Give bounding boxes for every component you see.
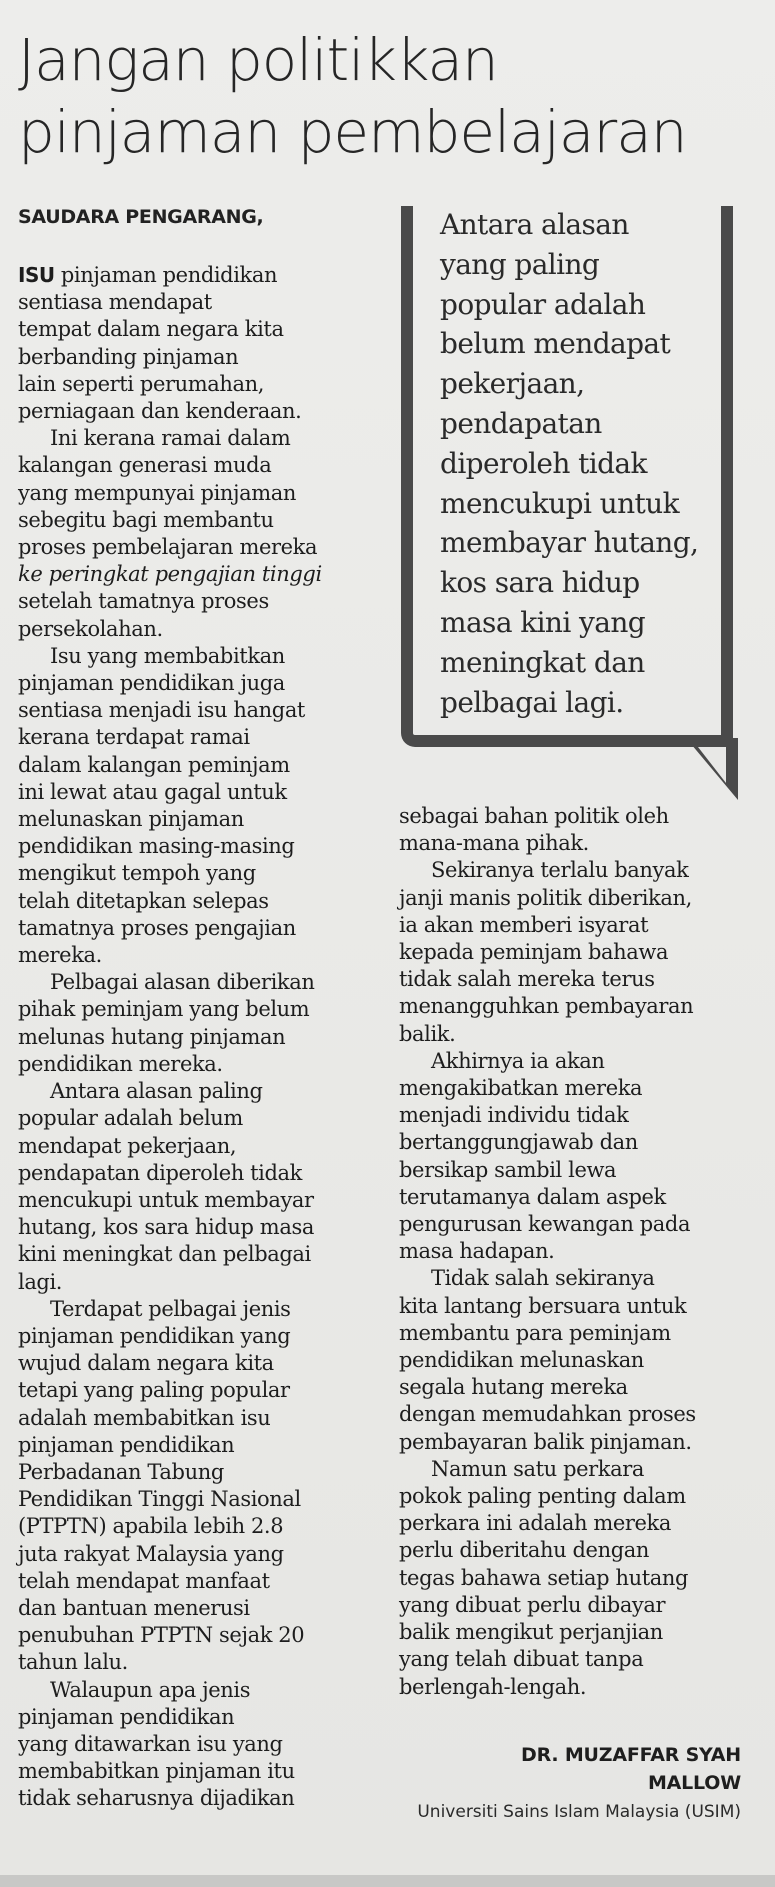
pull-quote-line: popular adalah (440, 287, 646, 321)
paragraph (399, 1048, 749, 1266)
text-line: kerana terdapat ramai (18, 725, 250, 750)
text-line: Tidak salah sekiranya (431, 1266, 655, 1291)
paragraph (18, 425, 363, 643)
text-line: hutang, kos sara hidup masa (18, 1215, 314, 1240)
text-line: melunas hutang pinjaman (18, 1024, 286, 1049)
paragraph (18, 969, 363, 1078)
pull-quote (440, 205, 740, 722)
text-line: berlengah-lengah. (399, 1674, 587, 1699)
text-line: lagi. (18, 1269, 63, 1294)
text-line: Walaupun apa jenis (50, 1677, 251, 1702)
text-line: pembayaran balik pinjaman. (399, 1429, 692, 1454)
text-line: (PTPTN) apabila lebih 2.8 (18, 1514, 284, 1539)
text-line: masa hadapan. (399, 1239, 555, 1264)
paragraph (18, 1677, 363, 1813)
pull-quote-line: membayar hutang, (440, 526, 699, 560)
text-line: Isu yang membabitkan (50, 643, 285, 668)
paragraph (18, 262, 363, 425)
text-line: kalangan generasi muda (18, 453, 272, 478)
text-line: bersikap sambil lewa (399, 1157, 617, 1182)
paragraph (18, 1296, 363, 1677)
text-line: tidak salah mereka terus (399, 967, 655, 992)
text-line: yang dibuat perlu dibayar (399, 1592, 666, 1617)
headline-line: Jangan politikkan (18, 26, 498, 94)
text-line: perniagaan dan kenderaan. (18, 399, 302, 424)
text-line: tidak seharusnya dijadikan (18, 1786, 295, 1811)
text-line: pokok paling penting dalam (399, 1484, 686, 1509)
text-line: juta rakyat Malaysia yang (18, 1541, 284, 1566)
text-line: perkara ini adalah mereka (399, 1511, 671, 1536)
text-line-italic: ke peringkat pengajian tinggi (18, 562, 322, 587)
text-line: mendapat pekerjaan, (18, 1133, 237, 1158)
text-line: terutamanya dalam aspek (399, 1184, 666, 1209)
text-line: ini lewat atau gagal untuk (18, 779, 287, 804)
text-line: lain seperti perumahan, (18, 371, 265, 396)
paragraph (399, 803, 749, 857)
text-line: sebagai bahan politik oleh (399, 804, 669, 828)
text-line: tegas bahawa setiap hutang (399, 1565, 689, 1590)
text-line: pendidikan melunaskan (399, 1348, 644, 1373)
text-line: segala hutang mereka (399, 1375, 628, 1400)
text-line: membabitkan pinjaman itu (18, 1759, 295, 1784)
pull-quote-tail-inner (698, 747, 726, 783)
text-line: tahun lalu. (18, 1650, 128, 1675)
text-line: menjadi individu tidak (399, 1103, 629, 1128)
text-line: Perbadanan Tabung (18, 1459, 224, 1484)
lead-word: ISU (18, 263, 55, 287)
text-line: sentiasa menjadi isu hangat (18, 698, 305, 723)
text-line: mereka. (18, 943, 102, 968)
text-line: balik. (399, 1021, 456, 1046)
pull-quote-line: diperoleh tidak (440, 446, 647, 480)
salutation: SAUDARA PENGARANG, (18, 206, 264, 228)
text-line: Antara alasan paling (50, 1079, 263, 1104)
text-line: wujud dalam negara kita (18, 1351, 274, 1376)
text-line: telah ditetapkan selepas (18, 888, 269, 913)
text-line: yang telah dibuat tanpa (399, 1647, 644, 1672)
text-line: pihak peminjam yang belum (18, 997, 310, 1022)
text-line: setelah tamatnya proses (18, 589, 269, 614)
text-line: telah mendapat manfaat (18, 1568, 270, 1593)
text-line: sentiasa mendapat (18, 290, 212, 315)
pull-quote-line: masa kini yang (440, 605, 646, 639)
text-line: ia akan memberi isyarat (399, 912, 649, 937)
text-line: yang ditawarkan isu yang (18, 1731, 283, 1756)
text-line: tempat dalam negara kita (18, 317, 284, 342)
text-line: tetapi yang paling popular (18, 1378, 290, 1403)
text-line: Sekiranya terlalu banyak (431, 858, 689, 883)
text-line: kepada peminjam bahawa (399, 940, 669, 965)
pull-quote-line: Antara alasan (440, 208, 629, 241)
text-line: Namun satu perkara (431, 1456, 644, 1481)
pull-quote-line: pekerjaan, (440, 367, 585, 401)
text-line: Terdapat pelbagai jenis (50, 1296, 291, 1321)
text-fragment: pinjaman pendidikan (54, 263, 278, 287)
text-line: proses pembelajaran mereka (18, 535, 318, 560)
text-line: mencukupi untuk membayar (18, 1187, 314, 1212)
pull-quote-line: belum mendapat (440, 327, 671, 361)
text-line: yang mempunyai pinjaman (18, 480, 297, 505)
pull-quote-line: meningkat dan (440, 645, 645, 679)
author-name (417, 1741, 741, 1797)
text-line: mana-mana pihak. (399, 831, 589, 856)
text-line: sebegitu bagi membantu (18, 507, 274, 532)
paragraph (18, 1078, 363, 1296)
text-line (18, 262, 363, 289)
text-line: pendapatan diperoleh tidak (18, 1160, 302, 1185)
text-line: berbanding pinjaman (18, 344, 239, 369)
text-line: dalam kalangan peminjam (18, 752, 290, 777)
text-line: Akhirnya ia akan (431, 1048, 605, 1073)
text-line: penubuhan PTPTN sejak 20 (18, 1623, 305, 1648)
text-line: dengan memudahkan proses (399, 1402, 696, 1427)
text-line: pendidikan mereka. (18, 1051, 223, 1076)
paragraph (399, 1456, 749, 1701)
headline-line: pinjaman pembelajaran (18, 98, 687, 166)
text-line: persekolahan. (18, 616, 163, 641)
text-line: kita lantang bersuara untuk (399, 1293, 687, 1318)
pull-quote-line: mencukupi untuk (440, 486, 679, 520)
author-affiliation: Universiti Sains Islam Malaysia (USIM) (417, 1802, 741, 1822)
author-signature (417, 1741, 741, 1825)
text-line: adalah membabitkan isu (18, 1405, 271, 1430)
text-line: kini meningkat dan pelbagai (18, 1242, 311, 1267)
article-headline (18, 24, 758, 168)
pull-quote-line: kos sara hidup (440, 566, 640, 600)
author-name-line: MALLOW (647, 1772, 741, 1794)
text-line: balik mengikut perjanjian (399, 1620, 663, 1645)
pull-quote-line: pendapatan (440, 406, 602, 440)
text-line: Pelbagai alasan diberikan (50, 970, 315, 995)
text-line: Pendidikan Tinggi Nasional (18, 1487, 301, 1512)
text-line: pengurusan kewangan pada (399, 1212, 691, 1237)
author-name-line: DR. MUZAFFAR SYAH (521, 1744, 741, 1766)
pull-quote-line: yang paling (440, 247, 600, 281)
text-line: janji manis politik diberikan, (399, 885, 692, 910)
text-line: pendidikan masing-masing (18, 834, 295, 859)
text-line: bertanggungjawab dan (399, 1130, 638, 1155)
text-line: menangguhkan pembayaran (399, 994, 694, 1019)
text-line: mengikut tempoh yang (18, 861, 256, 886)
text-line: mengakibatkan mereka (399, 1076, 643, 1101)
text-line: perlu diberitahu dengan (399, 1538, 649, 1563)
text-line: membantu para peminjam (399, 1320, 671, 1345)
text-line: pinjaman pendidikan (18, 1432, 235, 1457)
text-line: dan bantuan menerusi (18, 1595, 250, 1620)
text-line: pinjaman pendidikan juga (18, 671, 285, 696)
text-line: tamatnya proses pengajian (18, 915, 296, 940)
text-line: melunaskan pinjaman (18, 807, 244, 832)
text-line: Ini kerana ramai dalam (50, 426, 291, 451)
paragraph (18, 643, 363, 969)
article-column-right (399, 803, 749, 1701)
paragraph (399, 857, 749, 1047)
text-line: pinjaman pendidikan yang (18, 1323, 291, 1348)
text-line: pinjaman pendidikan (18, 1704, 235, 1729)
page-bottom-rule (0, 1875, 775, 1887)
text-line: popular adalah belum (18, 1106, 243, 1131)
article-column-left (18, 262, 363, 1813)
pull-quote-line: pelbagai lagi. (440, 685, 624, 719)
paragraph (399, 1265, 749, 1455)
